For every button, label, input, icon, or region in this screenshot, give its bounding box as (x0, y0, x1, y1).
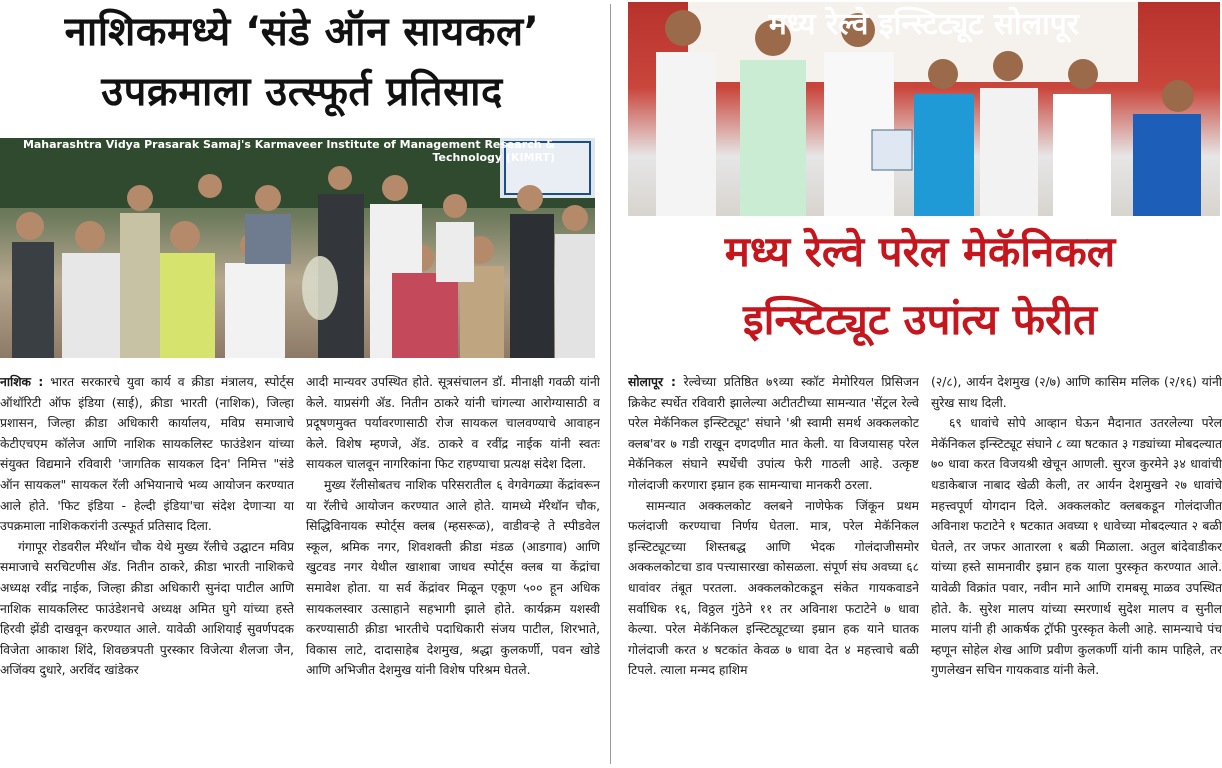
dateline: सोलापूर : (628, 375, 676, 389)
headline-line-2: इन्स्टिट्यूट उपांत्य फेरीत (743, 295, 1097, 344)
photo-banner: मध्य रेल्वे इन्स्टिट्यूट सोलापूर (768, 7, 1080, 42)
headline-line-1: मध्य रेल्वे परेल मेकॅनिकल (724, 227, 1116, 276)
paragraph: गंगापूर रोडवरील मॅरेथॉन चौक येथे मुख्य रॅलीचे उद्घाटन मविप्र समाजाचे सरचिटणीस ॲड. नितीन ठाकरे, क्रीडा भारती नाशिकचे अध्यक्ष रवींद्र नाईक, जिल्हा क्रीडा अधिकारी सुनंदा पाटील आणि नाशिक सायकलिस्ट फाउंडेशनचे अध्यक्ष अमित घुगे यांच्या हस्ते हिरवी झेंडी दाखवून करण्यात आले. यावेळी आशियाई सुवर्णपदक विजेता आकाश शिंदे, शिवछत्रपती पुरस्कार विजेत्या शैलजा जैन, अजिंक्य दुधारे, अरविंद खांडेकर (0, 539, 294, 678)
headline-line-2: उपक्रमाला उत्स्फूर्त प्रतिसाद (101, 69, 503, 115)
article-cricket (618, 0, 1222, 768)
photo-banner: Maharashtra Vidya Prasarak Samaj's Karmaveer Institute of Management Research & Technology (KIMRT) (22, 138, 555, 164)
paragraph: सामन्यात अक्कलकोट क्लबने नाणेफेक जिंकून प्रथम फलंदाजी करण्याचा निर्णय घेतला. मात्र, परेल मेकॅनिकल इन्स्टिट्यूटच्या शिस्तबद्ध आणि भेदक गोलंदाजीसमोर अक्कलकोटचा डाव पत्त्यासारखा कोसळला. संपूर्ण संघ अवघ्या ६८ धावांवर तंबूत परतला. अक्कलकोटकडून संकेत गायकवाडने सर्वाधिक १६, विठ्ठल गुंठेने ११ तर अविनाश फटाटेने ७ धावा केल्या. परेल मेकॅनिकल इन्स्टिट्यूटच्या इम्रान हक याने घातक गोलंदाजी करत ४ षटकांत केवळ ७ धावा देत ४ महत्त्वाचे बळी टिपले. त्याला मन्मद हाशिम (628, 498, 919, 678)
paragraph-text: रेल्वेच्या प्रतिष्ठित ७९व्या स्कॉट मेमोरियल प्रिसिजन क्रिकेट स्पर्धेत रविवारी झालेल्या अटीतटीच्या सामन्यात 'सेंट्रल रेल्वे परेल मेकॅनिकल इन्स्टिट्यूट' संघाने 'श्री स्वामी समर्थ अक्कलकोट क्लब'वर ७ गडी राखून दणदणीत मात केली. या विजयासह परेल मेकॅनिकल संघाने स्पर्धेची उपांत्य फेरी गाठली आहे. उत्कृष्ट गोलंदाजी करणारा इम्रान हक सामन्याचा मानकरी ठरला. (628, 375, 919, 492)
paragraph (0, 372, 294, 537)
paragraph: ६९ धावांचे सोपे आव्हान घेऊन मैदानात उतरलेल्या परेल मेकॅनिकल इन्स्टिट्यूट संघाने ८ व्या षटकात ३ गड्यांच्या मोबदल्यात ७० धावा करत विजयश्री खेचून आणली. सुरज कुरमेने ३४ धावांची धडाकेबाज नाबाद खेळी केली, तर आर्यन देशमुखने २७ धावांचे महत्त्वपूर्ण योगदान दिले. अक्कलकोट क्लबकडून गोलंदाजीत अविनाश फटाटेने १ षटकात अवघ्या १ धावेच्या मोबदल्यात २ बळी घेतले, तर जफर आतारला १ बळी मिळाला. अतुल बांदेवाडीकर यांच्या हस्ते सामनावीर इम्रान हक याला पुरस्कृत करण्यात आले. यावेळी विक्रांत पवार, नवीन माने आणि रामबसू माळव उपस्थित होते. कै. सुरेश मालप यांच्या स्मरणार्थ सुदेश मालप व सुनील मालप यांनी ही आकर्षक ट्रॉफी पुरस्कृत केली आहे. सामन्याचे पंच म्हणून सोहेल शेख आणि प्रवीण कुलकर्णी यांनी काम पाहिले, तर गुणलेखन सचिन गायकवाड यांनी केले. (931, 416, 1222, 678)
headline-cricket (618, 218, 1222, 354)
column-divider (610, 4, 611, 764)
paragraph (628, 372, 919, 496)
article-column-2 (306, 372, 600, 764)
article-body (628, 372, 1222, 764)
article-column-1 (628, 372, 919, 764)
article-body (0, 372, 600, 764)
article-column-2 (931, 372, 1222, 764)
paragraph: (२/८), आर्यन देशमुख (२/७) आणि कासिम मलिक (२/१६) यांनी सुरेख साथ दिली. (931, 375, 1222, 410)
article-cycle-rally (0, 0, 604, 768)
headline-line-1: नाशिकमध्ये ‘संडे ऑन सायकल’ (64, 9, 540, 55)
headline-cycle-rally (0, 2, 604, 122)
photo-crowd-illustration (0, 138, 595, 358)
photo-cycle-rally (0, 138, 595, 358)
paragraph: मुख्य रॅलीसोबतच नाशिक परिसरातील ६ वेगवेगळ्या केंद्रांवरून या रॅलीचे आयोजन करण्यात आले होते. यामध्ये मॅरेथॉन चौक, सिद्धिविनायक स्पोर्ट्स क्लब (म्हसरूळ), वाडीवऱ्हे ते स्पीडवेल स्कूल, श्रमिक नगर, शिवशक्ती क्रीडा मंडळ (आडगाव) आणि खुटवड नगर येथील खाशाबा जाधव स्पोर्ट्स क्लब या केंद्रांचा समावेश होता. या सर्व केंद्रांवर मिळून एकूण ५०० हून अधिक सायकलस्वार उत्साहाने सहभागी झाले होते. कार्यक्रम यशस्वी करण्यासाठी क्रीडा भारतीचे पदाधिकारी संजय पाटील, शिरभाते, विकास लाटे, दादासाहेब देशमुख, श्रद्धा कुलकर्णी, पवन खोडे आणि अभिजीत देशमुख यांनी विशेष परिश्रम घेतले. (306, 477, 600, 678)
article-column-1 (0, 372, 294, 764)
dateline: नाशिक : (0, 375, 44, 389)
paragraph-text: भारत सरकारचे युवा कार्य व क्रीडा मंत्रालय, स्पोर्ट्स ऑथॉरिटी ऑफ इंडिया (साई), क्रीडा भारती (नाशिक), जिल्हा प्रशासन, जिल्हा क्रीडा अधिकारी कार्यालय, मविप्र समाजाचे केटीएचएम कॉलेज आणि नाशिक सायकलिस्ट फाउंडेशन यांच्या संयुक्त विद्यमाने रविवारी 'जागतिक सायकल दिन' निमित्त "संडे ऑन सायकल" सायकल रॅली अभियानाचे भव्य आयोजन करण्यात आले होते. 'फिट इंडिया - हेल्दी इंडिया'चा संदेश देणाऱ्या या उपक्रमाला नाशिककरांनी उत्स्फूर्त प्रतिसाद दिला. (0, 375, 294, 534)
paragraph: आदी मान्यवर उपस्थित होते. सूत्रसंचालन डॉ. मीनाक्षी गवळी यांनी केले. याप्रसंगी ॲड. नितीन ठाकरे यांनी चांगल्या आरोग्यासाठी व प्रदूषणमुक्त पर्यावरणासाठी रोज सायकल चालवण्याचे आवाहन केले. विशेष म्हणजे, ॲड. ठाकरे व रवींद्र नाईक यांनी स्वतः सायकल चालवून नागरिकांना फिट राहण्याचा प्रत्यक्ष संदेश दिला. (306, 375, 600, 472)
photo-cricket-award (628, 2, 1220, 216)
